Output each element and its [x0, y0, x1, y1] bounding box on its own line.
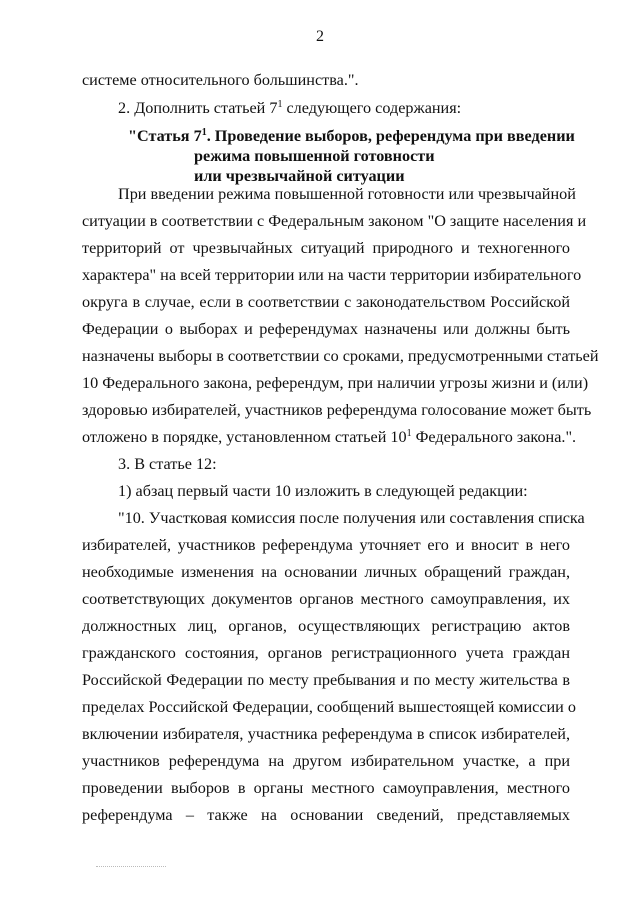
text-line: гражданского состояния, органов регистрационного учета граждан: [82, 644, 570, 662]
text-line: При введении режима повышенной готовности или чрезвычайной: [118, 185, 576, 203]
text-fragment: Федерального закона.".: [411, 428, 577, 446]
text-line: референдума – также на основании сведений, представляемых: [82, 806, 570, 824]
text-line: характера" на всей территории или на части территории избирательного: [82, 266, 582, 284]
superscript: 1: [277, 99, 283, 110]
text-fragment: 2. Дополнить статьей 7: [118, 99, 278, 117]
text-line: ситуации в соответствии с Федеральным законом "О защите населения и: [82, 212, 587, 230]
text-line: 1) абзац первый части 10 изложить в следующей редакции:: [118, 482, 528, 500]
text-line: территорий от чрезвычайных ситуаций природного и техногенного: [82, 239, 570, 257]
text-line: здоровью избирателей, участников референдума голосование может быть: [82, 401, 592, 419]
superscript: 1: [201, 127, 207, 138]
superscript: 1: [406, 428, 412, 439]
text-line: 3. В статье 12:: [118, 455, 217, 473]
article-heading-line: или чрезвычайной ситуации: [194, 167, 405, 185]
text-line: Российской Федерации по месту пребывания и по месту жительства в: [82, 671, 570, 689]
article-heading: [128, 126, 575, 146]
heading-fragment: . Проведение выборов, референдума при введении: [206, 127, 575, 145]
text-line: соответствующих документов органов местного самоуправления, их: [82, 590, 570, 608]
text-line: [118, 98, 570, 118]
text-line: проведении выборов в органы местного самоуправления, местного: [82, 779, 570, 797]
text-line: 10 Федерального закона, референдум, при наличии угрозы жизни и (или): [82, 374, 589, 392]
text-line: Федерации о выборах и референдумах назначены или должны быть: [82, 320, 570, 338]
article-heading-line: режима повышенной готовности: [194, 147, 435, 165]
heading-fragment: "Статья 7: [128, 127, 202, 145]
text-line: системе относительного большинства.".: [82, 71, 359, 89]
text-line: пределах Российской Федерации, сообщений вышестоящей комиссии о: [82, 698, 576, 716]
text-line: назначены выборы в соответствии со сроками, предусмотренными статьей: [82, 347, 599, 365]
text-fragment: отложено в порядке, установленном статьей 10: [82, 428, 407, 446]
text-line: включении избирателя, участника референдума в список избирателей,: [82, 725, 570, 743]
text-line: необходимые изменения на основании личных обращений граждан,: [82, 563, 570, 581]
text-line: округа в случае, если в соответствии с законодательством Российской: [82, 293, 570, 311]
text-line: избирателей, участников референдума уточняет его и вносит в него: [82, 536, 570, 554]
page-number: 2: [316, 28, 324, 45]
text-fragment: следующего содержания:: [282, 99, 462, 117]
text-line: должностных лиц, органов, осуществляющих регистрацию актов: [82, 617, 570, 635]
text-line: [82, 427, 577, 447]
text-line: "10. Участковая комиссия после получения или составления списка: [118, 509, 585, 527]
text-line: участников референдума на другом избирательном участке, а при: [82, 752, 570, 770]
scan-artifact-divider: [96, 866, 166, 868]
